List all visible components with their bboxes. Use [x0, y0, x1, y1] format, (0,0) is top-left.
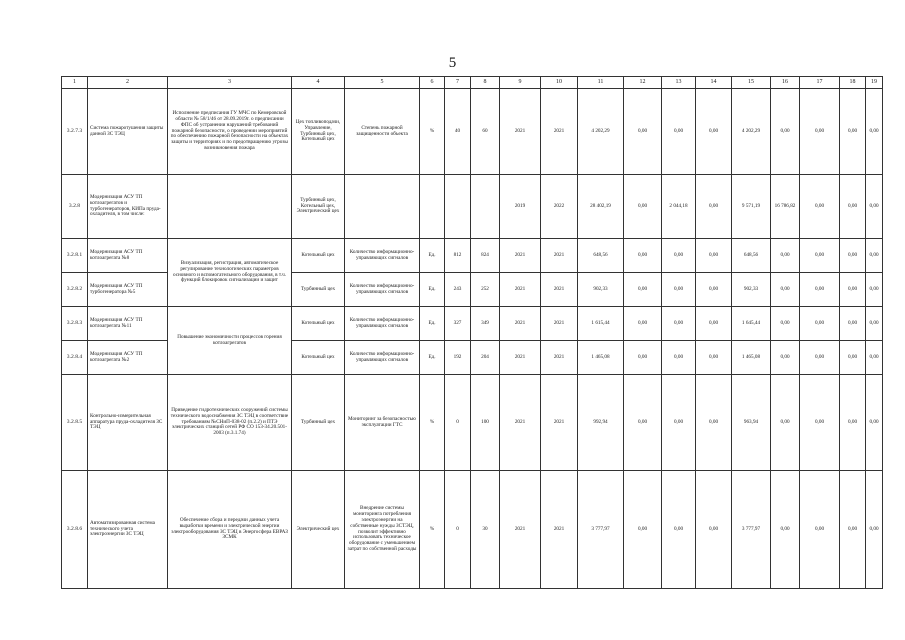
- value-cell: 0,00: [771, 471, 800, 589]
- value-cell: 902,33: [578, 273, 624, 307]
- unit: [420, 175, 445, 239]
- value-cell: 2021: [500, 471, 541, 589]
- value-cell: 0,00: [771, 375, 800, 471]
- value-cell: 0,00: [771, 307, 800, 341]
- value-cell: 0,00: [840, 239, 866, 273]
- value-cell: 0,00: [866, 239, 883, 273]
- column-number: 5: [345, 77, 420, 89]
- department: Котельный цех: [292, 307, 345, 341]
- value-cell: 0,00: [800, 307, 840, 341]
- project-name: Модернизация АСУ ТП котлоагрегатов и турбогенераторов, КИПа пруда-охладителя, в том числе:: [88, 175, 168, 239]
- value-cell: 0,00: [840, 375, 866, 471]
- value-cell: 0,00: [866, 89, 883, 175]
- column-number: 11: [578, 77, 624, 89]
- value-cell: 0,00: [696, 307, 732, 341]
- table-row: [62, 239, 883, 273]
- unit: %: [420, 89, 445, 175]
- value-cell: 40: [445, 89, 471, 175]
- value-cell: 0,00: [662, 307, 696, 341]
- value-cell: 992,94: [578, 375, 624, 471]
- value-cell: 2021: [541, 307, 578, 341]
- value-cell: 0,00: [771, 89, 800, 175]
- value-cell: 2021: [541, 341, 578, 375]
- value-cell: 902,33: [732, 273, 771, 307]
- value-cell: 0,00: [771, 273, 800, 307]
- department: Электрический цех: [292, 471, 345, 589]
- column-number-row: [62, 77, 883, 89]
- value-cell: 648,56: [578, 239, 624, 273]
- table-row: [62, 471, 883, 589]
- value-cell: 0,00: [696, 273, 732, 307]
- investment-table: [61, 76, 883, 589]
- value-cell: 0,00: [624, 239, 662, 273]
- unit: Ед.: [420, 239, 445, 273]
- column-number: 17: [800, 77, 840, 89]
- value-cell: 0,00: [624, 273, 662, 307]
- value-cell: 0,00: [696, 375, 732, 471]
- project-name: Модернизация АСУ ТП турбогенератора №5: [88, 273, 168, 307]
- table-row: [62, 307, 883, 341]
- indicator: Количество информационно-управляющих сигналов: [345, 341, 420, 375]
- value-cell: 204: [471, 341, 500, 375]
- value-cell: 2022: [541, 175, 578, 239]
- value-cell: 0,00: [662, 471, 696, 589]
- project-goal: Исполнение предписания ГУ МЧС по Кемеровской области № 58/1/46 от 28.09.2019г. о предписании ФПС об устранении нарушений требований пожарной безопасности, о проведении мероприятий по обеспечению пожарной безопасности на объектах защиты и территориях и по предотвращению угрозы возникновения пожара: [168, 89, 292, 175]
- value-cell: 2021: [500, 375, 541, 471]
- value-cell: 0,00: [800, 375, 840, 471]
- column-number: 6: [420, 77, 445, 89]
- value-cell: 0,00: [840, 175, 866, 239]
- indicator: Внедрение системы мониторинга потребления электроэнергии на собственные нужды ЗСТЭЦ, позволит эффективно использовать техническое оборудование с уменьшением затрат по собственной расходы: [345, 471, 420, 589]
- value-cell: 327: [445, 307, 471, 341]
- value-cell: 0,00: [662, 89, 696, 175]
- column-number: 19: [866, 77, 883, 89]
- department: Котельный цех: [292, 239, 345, 273]
- project-name: Модернизация АСУ ТП котлоагрегата №8: [88, 239, 168, 273]
- column-number: 2: [88, 77, 168, 89]
- value-cell: 0,00: [696, 471, 732, 589]
- unit: Ед.: [420, 307, 445, 341]
- column-number: 7: [445, 77, 471, 89]
- value-cell: 2021: [500, 307, 541, 341]
- value-cell: 2021: [541, 375, 578, 471]
- table-row: [62, 89, 883, 175]
- value-cell: 0,00: [800, 341, 840, 375]
- column-number: 8: [471, 77, 500, 89]
- value-cell: 1 645,44: [732, 307, 771, 341]
- value-cell: 0,00: [624, 89, 662, 175]
- value-cell: 0: [445, 471, 471, 589]
- column-number: 15: [732, 77, 771, 89]
- indicator: Степень пожарной защищенности объекта: [345, 89, 420, 175]
- value-cell: 0,00: [696, 89, 732, 175]
- value-cell: 28 402,19: [578, 175, 624, 239]
- value-cell: 0,00: [840, 471, 866, 589]
- value-cell: 0,00: [696, 239, 732, 273]
- value-cell: 2021: [541, 239, 578, 273]
- project-goal: Обеспечение сбора и передачи данных учета выработки времени и электрической энергии электрооборудования ЗС ТЭЦ в Энергосфера ЕВРАЗ ЗСМК: [168, 471, 292, 589]
- value-cell: 1 465,08: [732, 341, 771, 375]
- value-cell: 0,00: [866, 375, 883, 471]
- value-cell: 0,00: [840, 341, 866, 375]
- value-cell: 0,00: [662, 341, 696, 375]
- column-number: 18: [840, 77, 866, 89]
- value-cell: 2021: [500, 341, 541, 375]
- value-cell: 2021: [541, 471, 578, 589]
- value-cell: 1 615,44: [578, 307, 624, 341]
- unit: Ед.: [420, 341, 445, 375]
- indicator: Количество информационно-управляющих сигналов: [345, 273, 420, 307]
- value-cell: [445, 175, 471, 239]
- value-cell: 60: [471, 89, 500, 175]
- value-cell: 0,00: [840, 273, 866, 307]
- column-number: 3: [168, 77, 292, 89]
- row-code: 3.2.8.1: [62, 239, 88, 273]
- column-number: 1: [62, 77, 88, 89]
- value-cell: 0,00: [662, 375, 696, 471]
- row-code: 3.2.8.5: [62, 375, 88, 471]
- value-cell: 0,00: [624, 375, 662, 471]
- value-cell: 0,00: [624, 341, 662, 375]
- column-number: 4: [292, 77, 345, 89]
- value-cell: 963,94: [732, 375, 771, 471]
- indicator: [345, 175, 420, 239]
- unit: %: [420, 375, 445, 471]
- value-cell: 9 571,19: [732, 175, 771, 239]
- value-cell: 0,00: [866, 273, 883, 307]
- project-name: Модернизация АСУ ТП котлоагрегата №11: [88, 307, 168, 341]
- value-cell: 1 465,08: [578, 341, 624, 375]
- project-goal: Повышение экономичности процессов горения котлоагрегатов: [168, 307, 292, 375]
- value-cell: 243: [445, 273, 471, 307]
- value-cell: 0,00: [840, 307, 866, 341]
- project-name: Автоматизированная система технического учета электроэнергии ЗС ТЭЦ: [88, 471, 168, 589]
- column-number: 13: [662, 77, 696, 89]
- indicator: Количество информационно-управляющих сигналов: [345, 307, 420, 341]
- value-cell: 824: [471, 239, 500, 273]
- value-cell: 192: [445, 341, 471, 375]
- table-row: [62, 375, 883, 471]
- value-cell: 0,00: [800, 175, 840, 239]
- value-cell: 0,00: [866, 307, 883, 341]
- project-goal: Визуализация, регистрация, автоматическое регулирование технологических параметров основного и вспомогательного оборудования, в т.ч. функций блокировок сигнализации и защит: [168, 239, 292, 307]
- value-cell: 0,00: [624, 175, 662, 239]
- value-cell: 0,00: [696, 341, 732, 375]
- value-cell: 0,00: [800, 89, 840, 175]
- value-cell: 0: [445, 375, 471, 471]
- value-cell: 0,00: [800, 273, 840, 307]
- value-cell: 3 777,97: [578, 471, 624, 589]
- project-goal: [168, 175, 292, 239]
- column-number: 12: [624, 77, 662, 89]
- department: Турбинный цех: [292, 375, 345, 471]
- page-number: 5: [448, 55, 457, 71]
- column-number: 9: [500, 77, 541, 89]
- value-cell: 4 202,29: [578, 89, 624, 175]
- value-cell: 16 786,82: [771, 175, 800, 239]
- value-cell: 2021: [541, 89, 578, 175]
- column-number: 16: [771, 77, 800, 89]
- project-name: Система пожаротушения защиты данной ЗС ТЭЦ: [88, 89, 168, 175]
- value-cell: 0,00: [662, 273, 696, 307]
- value-cell: 0,00: [800, 471, 840, 589]
- value-cell: 2021: [541, 273, 578, 307]
- department: Турбинный цех: [292, 273, 345, 307]
- project-goal: Приведение гидротехнических сооружений системы технического водоснабжения ЗС ТЭЦ в соответствие требованиям №СНиП-038-02 (п.2.2) и ПТЭ электрических станций сетей РФ СО 153-34.20.501-2003 (п.3.1.74): [168, 375, 292, 471]
- value-cell: 0,00: [866, 471, 883, 589]
- value-cell: 2021: [500, 239, 541, 273]
- value-cell: 0,00: [662, 239, 696, 273]
- row-code: 3.2.8.6: [62, 471, 88, 589]
- value-cell: 0,00: [866, 341, 883, 375]
- department: Турбинный цех, Котельный цех, Электрический цех: [292, 175, 345, 239]
- unit: %: [420, 471, 445, 589]
- department: Котельный цех: [292, 341, 345, 375]
- unit: Ед.: [420, 273, 445, 307]
- indicator: Мониторинг за безопасностью эксплуатации ГТС: [345, 375, 420, 471]
- value-cell: [471, 175, 500, 239]
- table-row: [62, 175, 883, 239]
- value-cell: 648,56: [732, 239, 771, 273]
- value-cell: 0,00: [771, 341, 800, 375]
- value-cell: 2021: [500, 89, 541, 175]
- value-cell: 0,00: [800, 239, 840, 273]
- department: Цех топливоподачи, Управление, Турбинный цех, Котельный цех: [292, 89, 345, 175]
- value-cell: 0,00: [866, 175, 883, 239]
- value-cell: 252: [471, 273, 500, 307]
- row-code: 3.2.8.4: [62, 341, 88, 375]
- value-cell: 0,00: [840, 89, 866, 175]
- row-code: 3.2.8.3: [62, 307, 88, 341]
- row-code: 3.2.8.2: [62, 273, 88, 307]
- row-code: 3.2.8: [62, 175, 88, 239]
- value-cell: 2 044,18: [662, 175, 696, 239]
- column-number: 10: [541, 77, 578, 89]
- value-cell: 0,00: [696, 175, 732, 239]
- indicator: Количество информационно-управляющих сигналов: [345, 239, 420, 273]
- value-cell: 30: [471, 471, 500, 589]
- value-cell: 812: [445, 239, 471, 273]
- value-cell: 100: [471, 375, 500, 471]
- value-cell: 2021: [500, 273, 541, 307]
- value-cell: 3 777,97: [732, 471, 771, 589]
- value-cell: 349: [471, 307, 500, 341]
- value-cell: 0,00: [624, 307, 662, 341]
- project-name: Контрольно-измерительная аппаратура пруда-охладителя ЗС ТЭЦ: [88, 375, 168, 471]
- project-name: Модернизация АСУ ТП котлоагрегата №2: [88, 341, 168, 375]
- column-number: 14: [696, 77, 732, 89]
- row-code: 3.2.7.3: [62, 89, 88, 175]
- value-cell: 4 202,29: [732, 89, 771, 175]
- value-cell: 0,00: [624, 471, 662, 589]
- value-cell: 0,00: [771, 239, 800, 273]
- value-cell: 2019: [500, 175, 541, 239]
